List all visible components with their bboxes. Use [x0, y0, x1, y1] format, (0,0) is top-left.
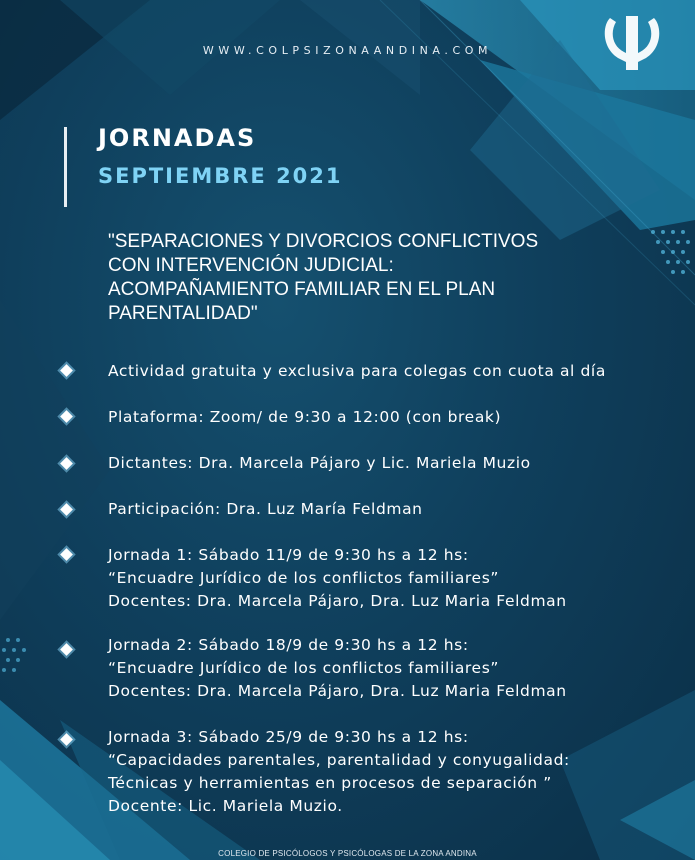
diamond-bullet-icon: [60, 457, 73, 470]
event-title: JORNADAS: [98, 124, 257, 152]
list-item-text: Plataforma: Zoom/ de 9:30 a 12:00 (con break): [108, 408, 502, 426]
list-item-text: “Encuadre Jurídico de los conflictos familiares”: [108, 659, 499, 677]
diamond-bullet-icon: [60, 548, 73, 561]
list-item-text: Dictantes: Dra. Marcela Pájaro y Lic. Mariela Muzio: [108, 454, 531, 472]
diamond-bullet-icon: [60, 643, 73, 656]
list-item: [108, 726, 668, 818]
topic-line: PARENTALIDAD": [108, 303, 258, 324]
list-item: [108, 406, 668, 429]
topic-line: CON INTERVENCIÓN JUDICIAL:: [108, 255, 394, 276]
diamond-bullet-icon: [60, 364, 73, 377]
list-item-text: Participación: Dra. Luz María Feldman: [108, 500, 423, 518]
list-item: [108, 452, 668, 475]
list-item-text: Jornada 2: Sábado 18/9 de 9:30 hs a 12 hs:: [108, 636, 469, 654]
list-item-text: Jornada 1: Sábado 11/9 de 9:30 hs a 12 hs:: [108, 546, 469, 564]
list-item-text: Docente: Lic. Mariela Muzio.: [108, 797, 343, 815]
list-item-text: Técnicas y herramientas en procesos de separación ”: [108, 774, 552, 792]
list-item-text: “Capacidades parentales, parentalidad y conyugalidad:: [108, 751, 570, 769]
website-url[interactable]: WWW.COLPSIZONAANDINA.COM: [202, 44, 493, 57]
event-date: SEPTIEMBRE 2021: [98, 164, 343, 188]
diamond-bullet-icon: [60, 503, 73, 516]
list-item: [108, 634, 668, 703]
list-item-text: Actividad gratuita y exclusiva para colegas con cuota al día: [108, 362, 606, 380]
list-item: [108, 360, 668, 383]
diamond-bullet-icon: [60, 733, 73, 746]
list-item-text: Docentes: Dra. Marcela Pájaro, Dra. Luz Maria Feldman: [108, 682, 567, 700]
list-item-text: Jornada 3: Sábado 25/9 de 9:30 hs a 12 hs:: [108, 728, 469, 746]
list-item-text: Docentes: Dra. Marcela Pájaro, Dra. Luz Maria Feldman: [108, 592, 567, 610]
list-item: [108, 544, 668, 613]
topic-line: "SEPARACIONES Y DIVORCIOS CONFLICTIVOS: [108, 231, 539, 252]
topic-line: ACOMPAÑAMIENTO FAMILIAR EN EL PLAN: [108, 279, 496, 300]
list-item-text: “Encuadre Jurídico de los conflictos familiares”: [108, 569, 499, 587]
footer-organization: COLEGIO DE PSICÓLOGOS Y PSICÓLOGAS DE LA ZONA ANDINA: [218, 849, 477, 858]
diamond-bullet-icon: [60, 410, 73, 423]
list-item: [108, 498, 668, 521]
